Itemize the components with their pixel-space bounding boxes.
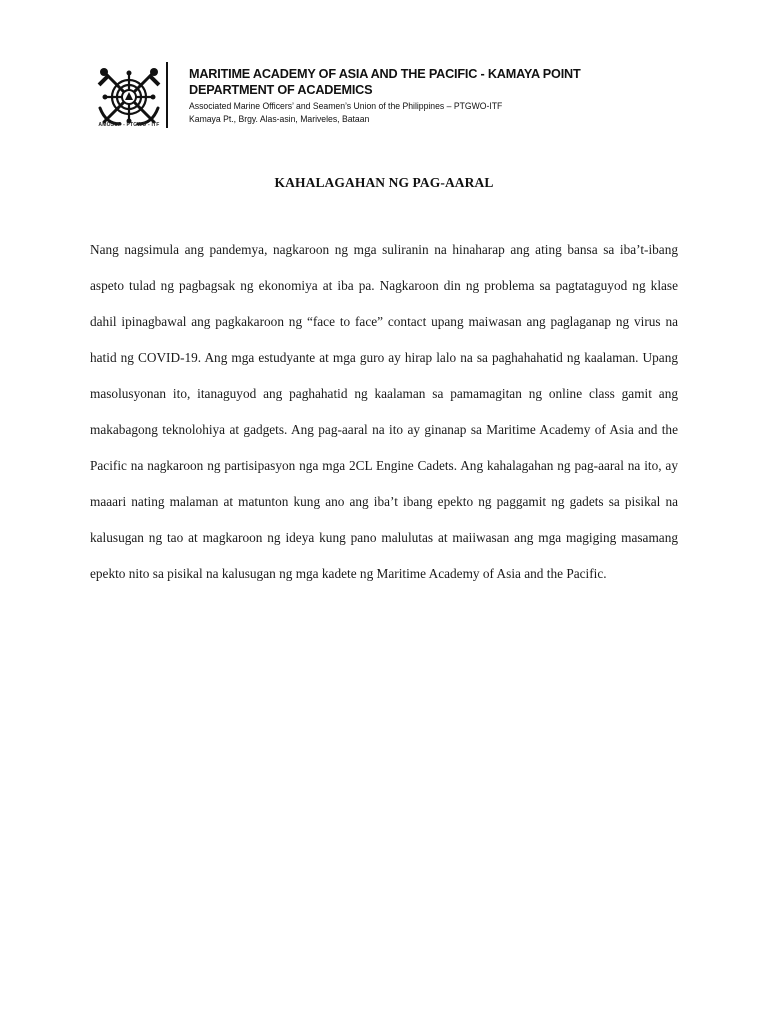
document-title: KAHALAGAHAN NG PAG-AARAL <box>274 175 494 190</box>
logo-caption: AMOSUP - PTGWO - ITF <box>98 122 160 128</box>
institution-name: MARITIME ACADEMY OF ASIA AND THE PACIFIC - KAMAYA POINT <box>189 66 581 81</box>
department-name: DEPARTMENT OF ACADEMICS <box>189 82 373 97</box>
letterhead-divider <box>166 62 168 128</box>
address: Kamaya Pt., Brgy. Alas-asin, Mariveles, Bataan <box>189 114 370 124</box>
union-name: Associated Marine Officers’ and Seamen’s Union of the Philippines – PTGWO-ITF <box>189 101 503 111</box>
letterhead-text <box>189 66 689 125</box>
letterhead <box>92 62 692 132</box>
body-paragraph: Nang nagsimula ang pandemya, nagkaroon ng mga suliranin na hinaharap ang ating bansa sa iba’t-ibang aspeto tulad ng pagbagsak ng ekonomiya at iba pa. Nagkaroon din ng problema sa pagtataguyod ng klase dahil ipinagbawal ang pagkakaroon ng “face to face” contact upang maiwasan ang paglaganap ng virus na hatid ng COVID-19. Ang mga estudyante at mga guro ay hirap lalo na sa paghahahatid ng kaalaman. Upang masolusyonan ito, itanaguyod ang paghahatid ng kaalaman sa pamamagitan ng online class gamit ang makabagong teknolohiya at gadgets. Ang pag-aaral na ito ay ginanap sa Maritime Academy of Asia and the Pacific na nagkaroon ng partisipasyon nga mga 2CL Engine Cadets. Ang kahalagahan ng pag-aaral na ito, ay maaari nating malaman at matunton kung ano ang iba’t ibang epekto ng paggamit ng gadets sa pisikal na kalusugan ng tao at magkaroon ng ideya kung pano malulutas at maiiwasan ang mga magiging masamang epekto nito sa pisikal na kalusugan ng mga kadete ng Maritime Academy of Asia and the Pacific. <box>90 242 678 581</box>
anchor-ship-wheel-emblem-icon <box>96 64 162 130</box>
